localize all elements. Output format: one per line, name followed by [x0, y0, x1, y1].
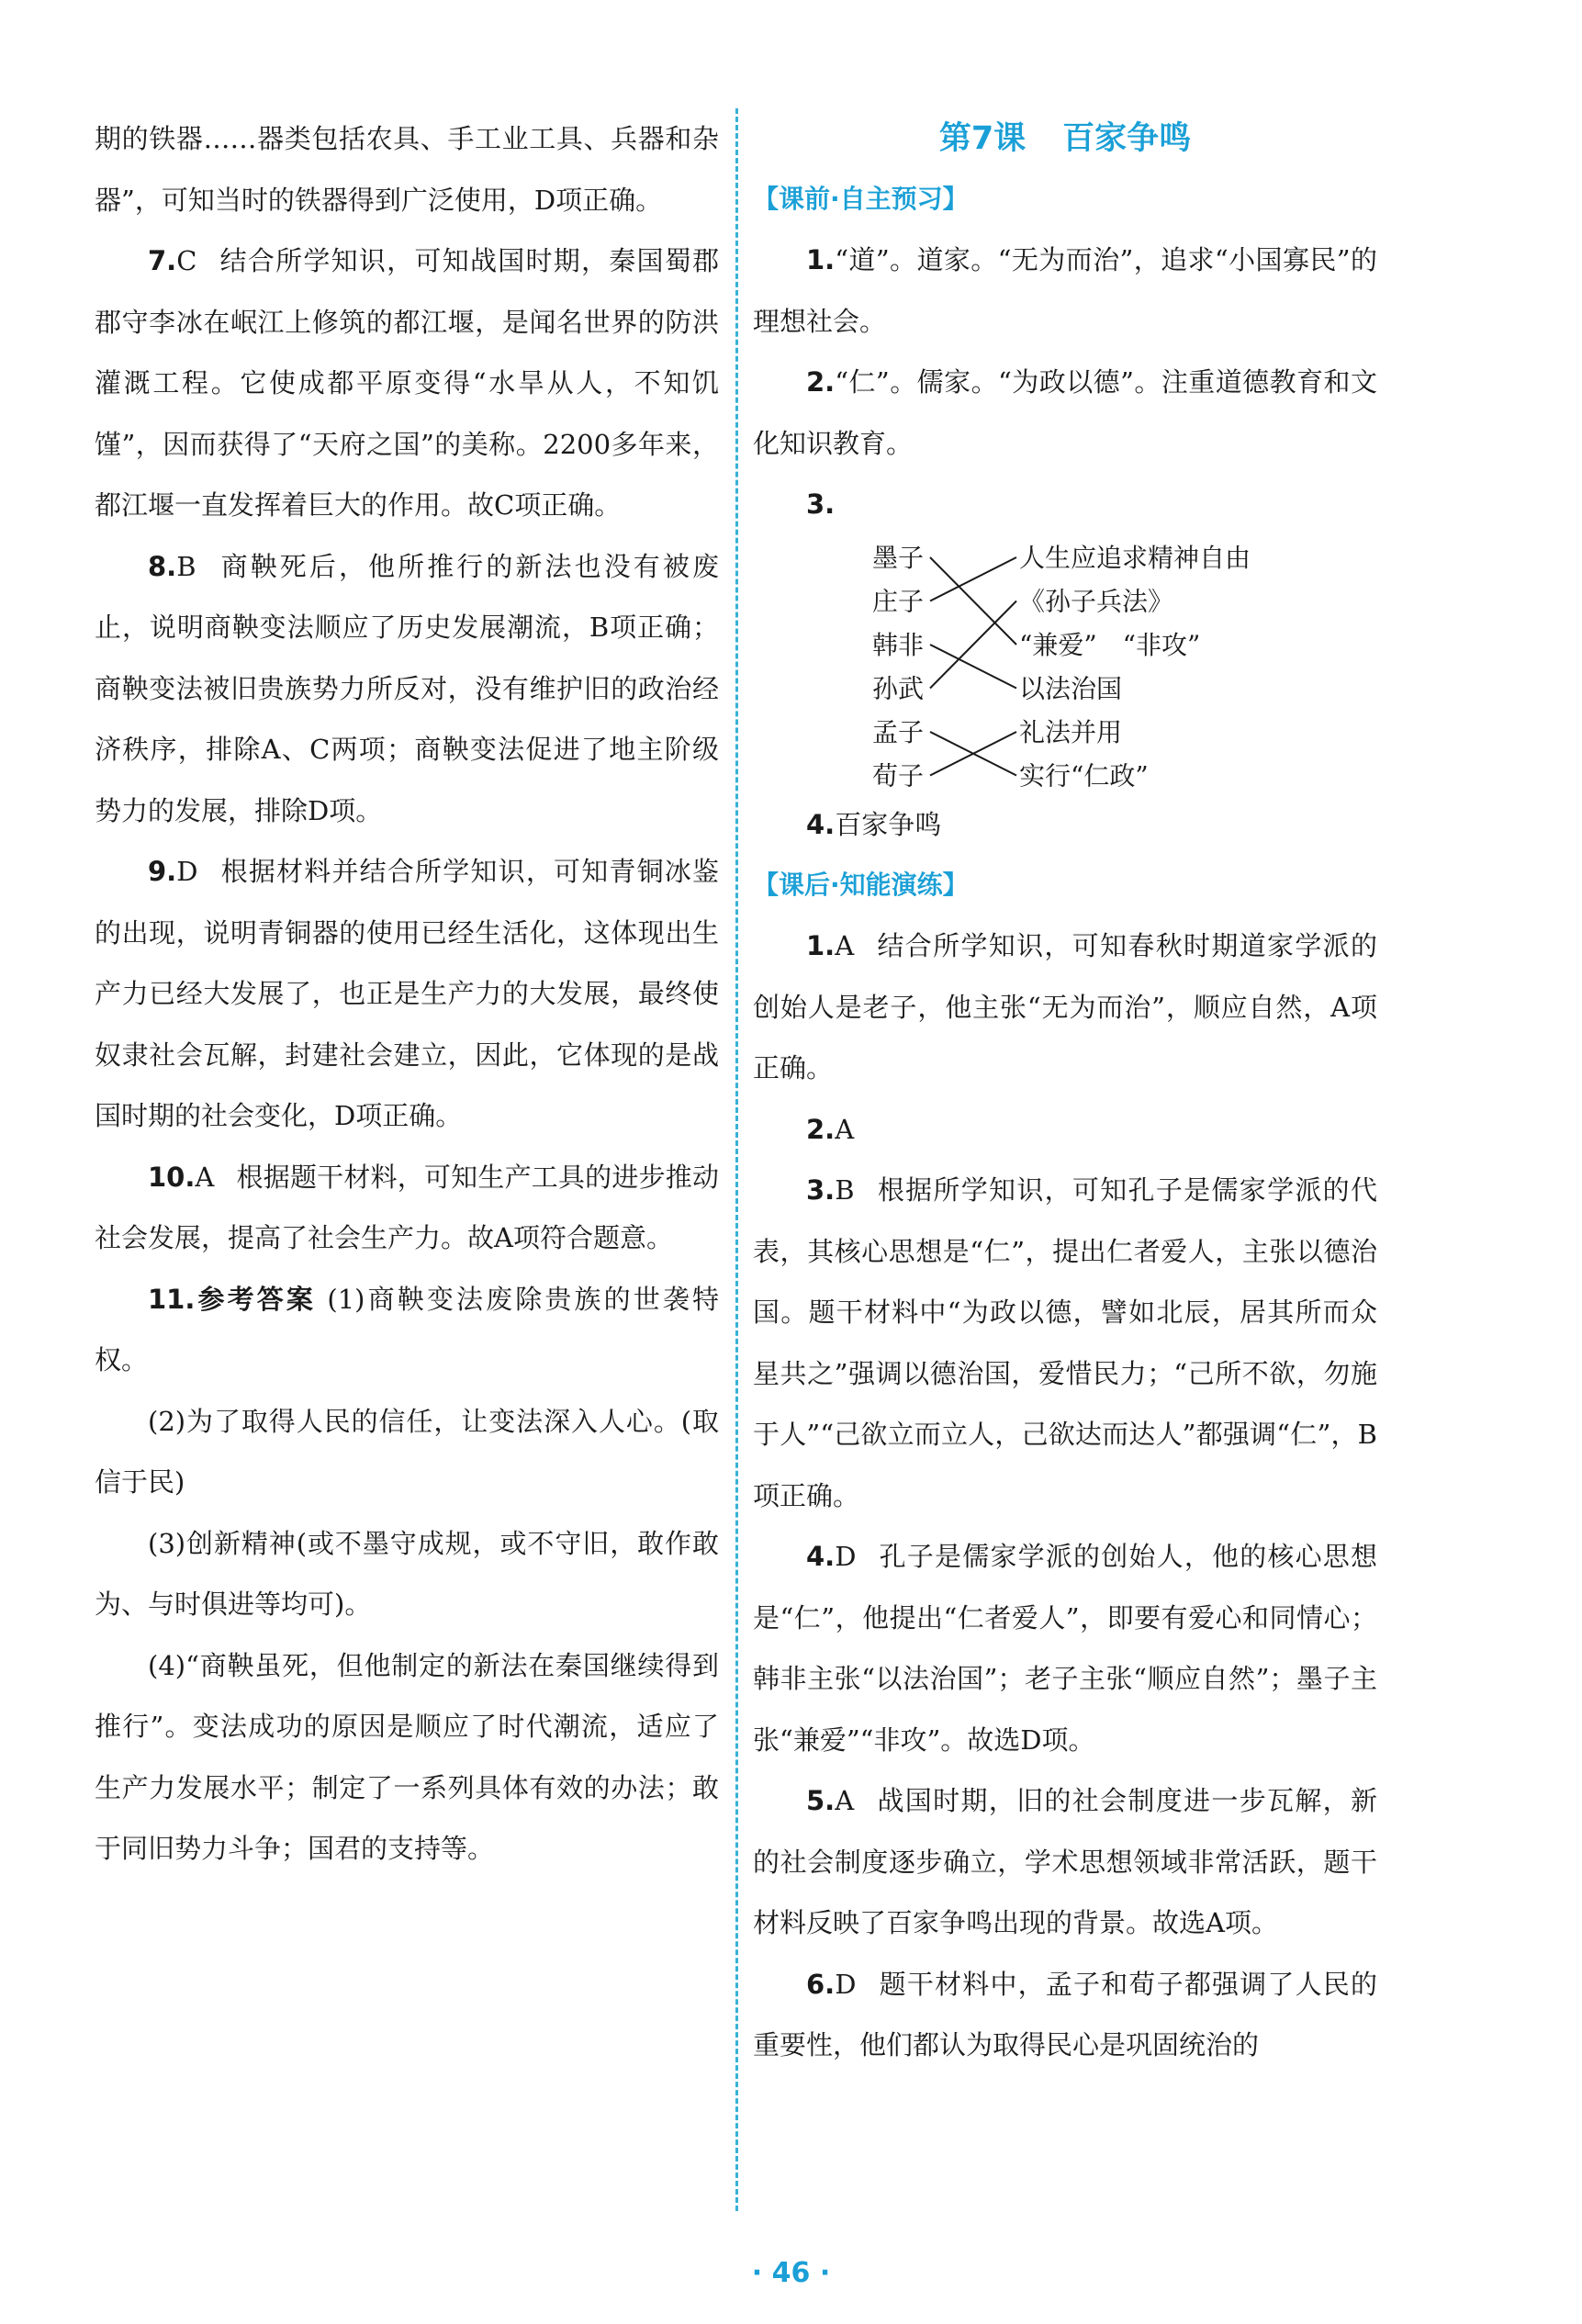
- practice-answer-4: 4.D 孔子是儒家学派的创始人，他的核心思想是“仁”，他提出“仁者爱人”，即要有爱心和同情心；韩非主张“以法治国”；老子主张“顺应自然”；墨子主张“兼爱”“非攻”。故选D项。: [753, 1541, 1377, 1756]
- answer-10: 10.A 根据题干材料，可知生产工具的进步推动社会发展，提高了社会生产力。故A项符合题意。: [95, 1161, 719, 1253]
- column-divider: [735, 108, 738, 2211]
- answer-9: 9.D 根据材料并结合所学知识，可知青铜冰鉴的出现，说明青铜器的使用已经生活化，这体现出生产力已经大发展了，也正是生产力的大发展，最终使奴隶社会瓦解，封建社会建立，因此，它体现的是战国时期的社会变化，D项正确。: [95, 856, 719, 1131]
- matching-left-item: 墨子: [872, 542, 925, 573]
- left-column: [95, 108, 719, 1880]
- practice-answer-2: 2.A: [806, 1113, 855, 1145]
- answer-11-part4: (4)“商鞅虽死，但他制定的新法在秦国继续得到推行”。变法成功的原因是顺应了时代潮流，适应了生产力发展水平；制定了一系列具体有效的办法；敢于同旧势力斗争；国君的支持等。: [95, 1649, 719, 1864]
- preview-answer-2: 2.“仁”。儒家。“为政以德”。注重道德教育和文化知识教育。: [753, 366, 1377, 459]
- matching-left-item: 孟子: [872, 716, 925, 747]
- answer-8: 8.B 商鞅死后，他所推行的新法也没有被废止，说明商鞅变法顺应了历史发展潮流，B项正确；商鞅变法被旧贵族势力所反对，没有维护旧的政治经济秩序，排除A、C两项；商鞅变法促进了地主阶级势力的发展，排除D项。: [95, 550, 719, 826]
- matching-link-line: [930, 557, 1016, 601]
- practice-answer-6: 6.D 题干材料中，孟子和荀子都强调了人民的重要性，他们都认为取得民心是巩固统治的: [753, 1968, 1377, 2060]
- section-preview-heading: 【课前·自主预习】: [753, 184, 969, 214]
- matching-right-item: “兼爱” “非攻”: [1019, 629, 1201, 660]
- matching-link-line: [930, 557, 1016, 645]
- matching-right-item: 人生应追求精神自由: [1019, 542, 1251, 573]
- matching-link-line: [930, 601, 1016, 688]
- matching-left-item: 孙武: [872, 673, 925, 703]
- right-column: [753, 108, 1377, 2076]
- matching-right-item: 《孙子兵法》: [1019, 586, 1174, 616]
- page-number: · 46 ·: [751, 2257, 831, 2289]
- answer-11-part2: (2)为了取得人民的信任，让变法深入人心。(取信于民): [95, 1405, 719, 1498]
- matching-right-item: 礼法并用: [1019, 716, 1123, 747]
- matching-left-item: 庄子: [872, 586, 925, 616]
- practice-answer-5: 5.A 战国时期，旧的社会制度进一步瓦解，新的社会制度逐步确立，学术思想领域非常活跃，题干材料反映了百家争鸣出现的背景。故选A项。: [753, 1785, 1377, 1938]
- preview-answer-1: 1.“道”。道家。“无为而治”，追求“小国寡民”的理想社会。: [753, 244, 1377, 337]
- matching-link-line: [930, 645, 1016, 689]
- matching-left-item: 韩非: [872, 629, 925, 660]
- preview-answer-4: 4.百家争鸣: [806, 808, 942, 840]
- matching-lines: [753, 535, 1377, 794]
- practice-answer-3: 3.B 根据所学知识，可知孔子是儒家学派的代表，其核心思想是“仁”，提出仁者爱人，主张以德治国。题干材料中“为政以德，譬如北辰，居其所而众星共之”强调以德治国，爱惜民力；“己所不欲，勿施于人”“己欲立而立人，己欲达而达人”都强调“仁”，B项正确。: [753, 1174, 1377, 1511]
- section-practice-heading: 【课后·知能演练】: [753, 870, 969, 900]
- lesson-title: 第7课 百家争鸣: [938, 120, 1192, 157]
- practice-answer-1: 1.A 结合所学知识，可知春秋时期道家学派的创始人是老子，他主张“无为而治”，顺应自然，A项正确。: [753, 930, 1377, 1083]
- matching-diagram: [753, 535, 1377, 794]
- matching-right-item: 实行“仁政”: [1019, 760, 1149, 791]
- matching-right-item: 以法治国: [1019, 673, 1123, 703]
- preview-answer-3: 3.: [806, 488, 836, 520]
- answer-7: 7.C 结合所学知识，可知战国时期，秦国蜀郡郡守李冰在岷江上修筑的都江堰，是闻名世界的防洪灌溉工程。它使成都平原变得“水旱从人，不知饥馑”，因而获得了“天府之国”的美称。2200多年来，都江堰一直发挥着巨大的作用。故C项正确。: [95, 245, 719, 521]
- answer-continuation: 期的铁器……器类包括农具、手工业工具、兵器和杂器”，可知当时的铁器得到广泛使用，D项正确。: [95, 123, 719, 216]
- answer-11: 11.参考答案 (1)商鞅变法废除贵族的世袭特权。: [95, 1283, 719, 1375]
- matching-left-item: 荀子: [872, 760, 925, 791]
- answer-11-part3: (3)创新精神(或不墨守成规，或不守旧，敢作敢为、与时俱进等均可)。: [95, 1527, 719, 1620]
